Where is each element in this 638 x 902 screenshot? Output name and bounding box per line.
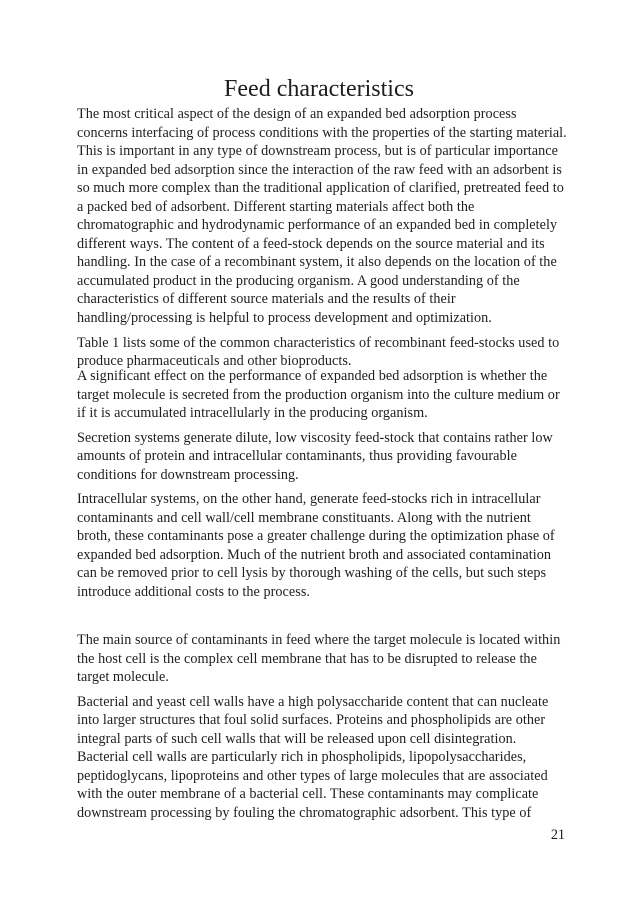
paragraph: Table 1 lists some of the common characteristics of recombinant feed-stocks used to produce pharmaceuticals and other bioproducts.	[77, 334, 560, 370]
paragraph: The most critical aspect of the design of an expanded bed adsorption process concerns interfacing of process conditions with the properties of the starting material. This is important in any type of downstream process, but is of particular importance in expanded bed adsorption since the interaction of the raw feed with an adsorbent is so much more complex than the traditional application of clarified, pretreated feed to a packed bed of adsorbent. Different starting materials affect both the chromatographic and hydrodynamic performance of an expanded bed in completely different ways. The content of a feed-stock depends on the source material and its handling. In the case of a recombinant system, it also depends on the location of the accumulated product in the producing organism. A good understanding of the characteristics of different source materials and the results of their handling/processing is helpful to process development and optimization.	[77, 106, 567, 327]
paragraph: Intracellular systems, on the other hand, generate feed-stocks rich in intracellular contaminants and cell wall/cell membrane constituants. Along with the nutrient broth, these contaminants pose a greater challenge during the optimization phase of expanded bed adsorption. Much of the nutrient broth and associated contamination can be removed prior to cell lysis by thorough washing of the cells, but such steps introduce additional costs to the process.	[77, 491, 555, 601]
section-secretion	[77, 367, 567, 608]
paragraph: The main source of contaminants in feed where the target molecule is located within the host cell is the complex cell membrane that has to be disrupted to release the target molecule.	[77, 632, 561, 686]
page-number: 21	[550, 827, 565, 843]
paragraph: Bacterial and yeast cell walls have a high polysaccharide content that can nucleate into larger structures that foul solid surfaces. Proteins and phospholipids are other integral parts of such cell walls that will be released upon cell disintegration. Bacterial cell walls are particularly rich in phospholipids, lipopolysaccharides, peptidoglycans, lipoproteins and other types of large molecules that are associated with the outer membrane of a bacterial cell. These contaminants may complicate downstream processing by fouling the chromatographic adsorbent. This type of	[77, 693, 549, 821]
paragraph: Secretion systems generate dilute, low viscosity feed-stock that contains rather low amounts of protein and intracellular contaminants, thus providing favourable conditions for downstream processing.	[77, 429, 553, 483]
section-intro	[77, 105, 567, 377]
section-contaminants	[77, 631, 567, 828]
paragraph: A significant effect on the performance of expanded bed adsorption is whether the target molecule is secreted from the production organism into the culture medium or if it is accumulated intracellularly in the producing organism.	[77, 368, 560, 422]
page-title: Feed characteristics	[224, 76, 414, 102]
